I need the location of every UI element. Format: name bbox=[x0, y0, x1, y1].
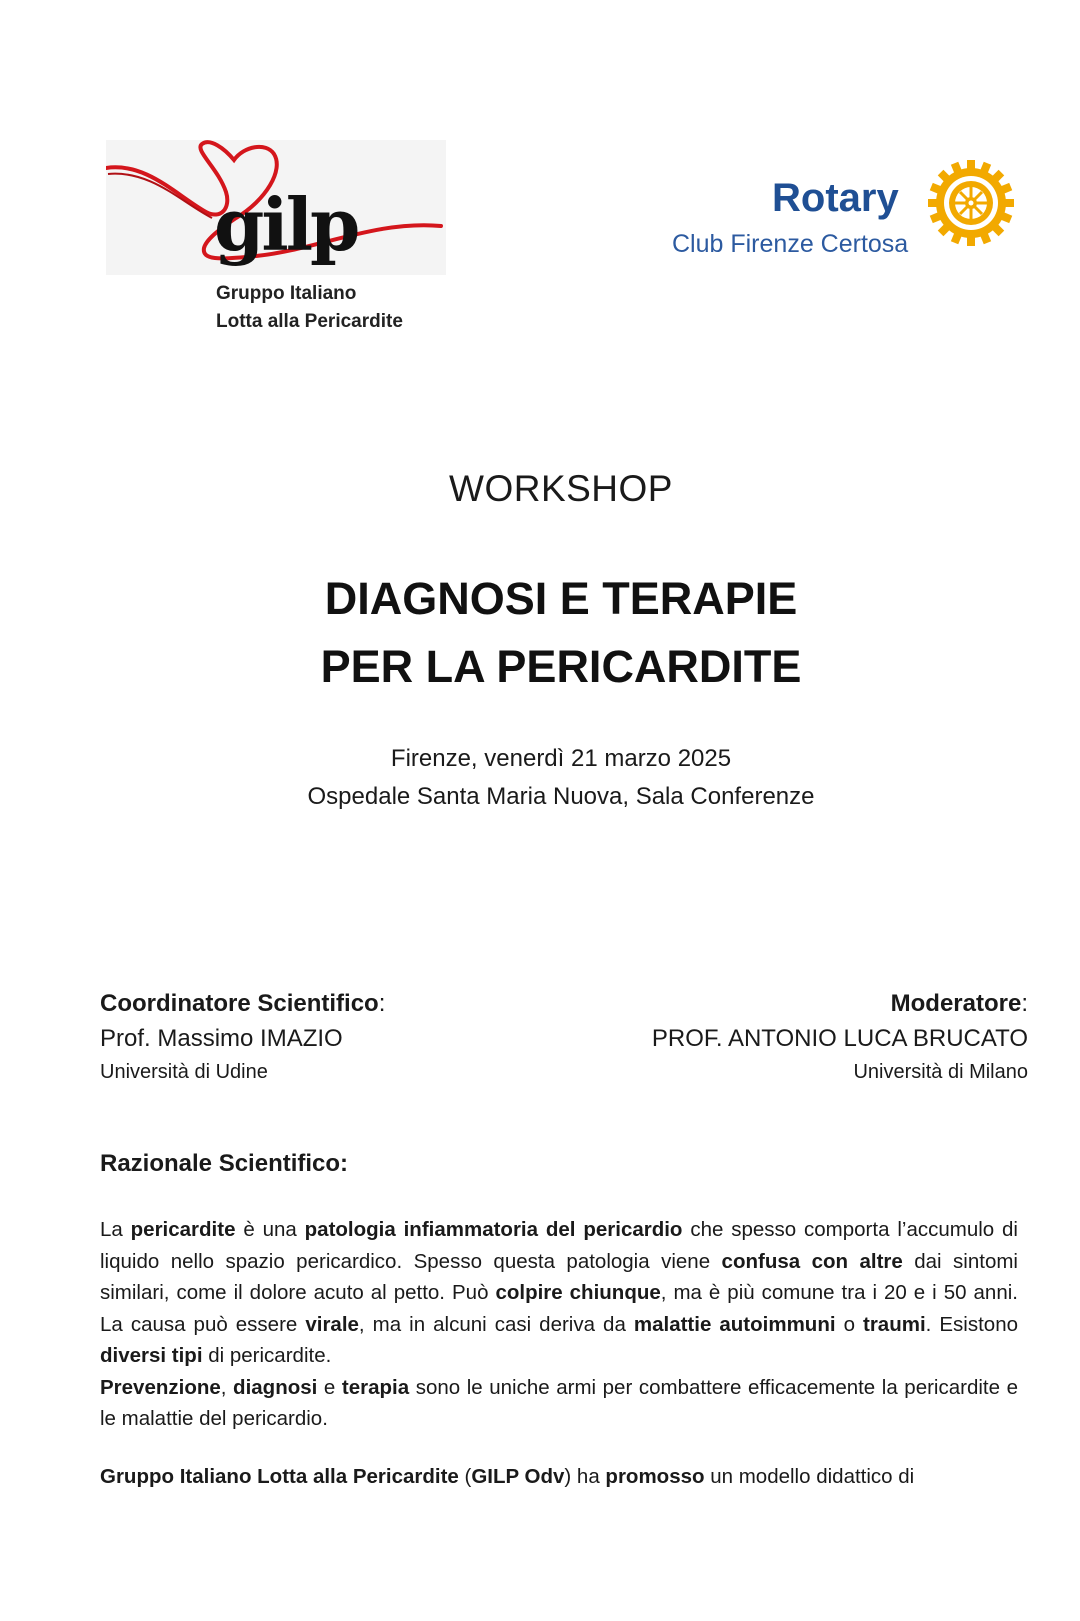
coordinator-block bbox=[100, 988, 385, 1086]
text-run: pericardite bbox=[130, 1218, 236, 1241]
text-run: dai sintomi similari, come il dolore acuto al petto. Può bbox=[100, 1249, 1018, 1304]
text-run: La bbox=[100, 1218, 131, 1241]
moderator-block bbox=[652, 988, 1028, 1086]
rationale-body bbox=[100, 1214, 1018, 1435]
text-run: ( bbox=[458, 1465, 472, 1488]
page-title bbox=[0, 565, 1080, 701]
text-run: diversi tipi bbox=[100, 1344, 203, 1367]
event-venue: Ospedale Santa Maria Nuova, Sala Conferenze bbox=[307, 783, 815, 810]
workshop-label: WORKSHOP bbox=[449, 468, 673, 509]
text-run: di pericardite. bbox=[202, 1344, 332, 1367]
moderator-role: Moderatore: bbox=[890, 990, 1028, 1017]
text-run: , ma in alcuni casi deriva da bbox=[358, 1312, 634, 1336]
rationale-heading: Razionale Scientifico: bbox=[100, 1150, 349, 1177]
title-line1: DIAGNOSI E TERAPIE bbox=[324, 573, 798, 624]
event-details bbox=[0, 740, 1080, 816]
text-run: malattie autoimmuni bbox=[633, 1312, 836, 1336]
text-run: o bbox=[835, 1312, 863, 1336]
event-date: Firenze, venerdì 21 marzo 2025 bbox=[390, 745, 732, 772]
text-run: traumi bbox=[863, 1312, 926, 1336]
gilp-caption bbox=[216, 280, 403, 336]
text-run: sono le uniche armi per combattere efficacemente la pericardite e le malattie del pericardio. bbox=[100, 1375, 1018, 1430]
text-run: . Esistono bbox=[925, 1312, 1019, 1336]
rotary-wheel-icon bbox=[928, 160, 1014, 246]
text-run: diagnosi bbox=[233, 1375, 318, 1399]
text-run: un modello didattico di bbox=[704, 1465, 915, 1488]
gilp-logo bbox=[106, 140, 456, 290]
text-run: GILP Odv bbox=[471, 1465, 565, 1488]
text-run: che spesso comporta l’accumulo di liquido nello spazio pericardico. Spesso questa patologia viene bbox=[100, 1218, 1018, 1273]
text-run: colpire chiunque bbox=[495, 1281, 661, 1304]
rationale-paragraph-2 bbox=[100, 1372, 1018, 1435]
coordinator-name: Prof. Massimo IMAZIO bbox=[100, 1025, 343, 1052]
text-run: è una bbox=[235, 1218, 305, 1241]
text-run: patologia infiammatoria del pericardio bbox=[304, 1218, 683, 1241]
gilp-caption-line1: Gruppo Italiano bbox=[216, 283, 357, 304]
coordinator-affiliation: Università di Udine bbox=[100, 1061, 268, 1083]
coordinator-role: Coordinatore Scientifico: bbox=[100, 990, 386, 1017]
gilp-wordmark: gilp bbox=[214, 182, 358, 267]
rotary-club-name: Club Firenze Certosa bbox=[672, 230, 909, 258]
rationale-paragraph-1 bbox=[100, 1214, 1018, 1372]
rotary-wordmark: Rotary bbox=[772, 176, 899, 220]
moderator-affiliation: Università di Milano bbox=[853, 1061, 1028, 1083]
title-line2: PER LA PERICARDITE bbox=[320, 641, 802, 692]
text-run: Prevenzione bbox=[100, 1375, 221, 1399]
text-run: terapia bbox=[341, 1375, 410, 1399]
text-run: , ma è più comune tra i 20 e i 50 anni. La causa può essere bbox=[100, 1281, 1018, 1336]
text-run: promosso bbox=[605, 1465, 705, 1488]
text-run: confusa con altre bbox=[721, 1249, 903, 1273]
rotary-logo bbox=[660, 160, 1020, 260]
moderator-name: PROF. ANTONIO LUCA BRUCATO bbox=[651, 1025, 1028, 1052]
text-run: virale bbox=[305, 1312, 359, 1336]
text-run: ) ha bbox=[564, 1465, 606, 1488]
gilp-caption-line2: Lotta alla Pericardite bbox=[216, 311, 403, 332]
rationale-paragraph-3 bbox=[100, 1461, 1018, 1493]
text-run: , bbox=[220, 1375, 234, 1399]
text-run: e bbox=[317, 1375, 342, 1399]
text-run: Gruppo Italiano Lotta alla Pericardite bbox=[100, 1465, 459, 1488]
